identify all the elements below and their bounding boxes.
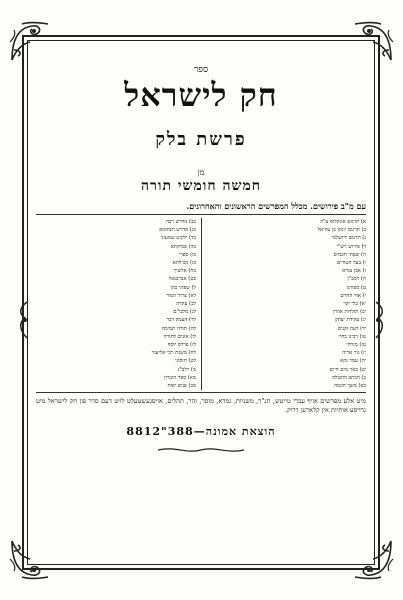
footer-note: מיט אלע מפרשים אויף עברי טייטש, תנ"ך, משניות, גמרא, מוסר, זהר, תהלים, אויסגעשטעלט לויט דעם סדר פון חק לישראל מיט גרויסע אותיות אין קלארען דרוק. — [36, 397, 366, 415]
publisher-line: הוצאת אמונה—388"8812 — [126, 425, 276, 439]
sefer-label: ספר — [193, 65, 209, 75]
commentary-entry: לג) מלבי"ם — [173, 309, 196, 316]
commentary-entry: טז) מזרחי — [346, 342, 366, 349]
commentary-entry: ב) תרגום יונתן בן עוזיאל — [317, 227, 366, 234]
commentaries-column-right — [206, 218, 366, 390]
commentaries-subtitle: עם מ"ב פירושים. מכלל המפרשים הראשונים והאחרונים. — [186, 201, 366, 211]
commentary-entry: יב) תולדות אהרן — [332, 309, 366, 316]
title-page-content — [36, 52, 366, 459]
commentary-entry: יח) עמר נקא — [340, 358, 366, 365]
commentary-entry: י) אור החיים — [340, 292, 366, 299]
parashah-title: פרשת בלק — [155, 129, 247, 150]
commentary-entry: יג) עקידת יצחק — [334, 317, 366, 324]
book-title: חק לישראל — [124, 76, 278, 114]
commentary-entry: ט) ספורנו — [346, 284, 366, 291]
commentary-entry: ד) פירוש רש"י — [336, 243, 366, 250]
commentaries-column-left — [36, 218, 196, 390]
commentary-entry: כה) פסיקתא — [170, 243, 196, 250]
commentary-entry: כו) ספרי — [178, 251, 196, 258]
flourish-icon — [36, 440, 366, 459]
commentary-entry: לב) עקדה — [176, 301, 196, 308]
commentary-entry: יא) כלי יקר — [343, 301, 366, 308]
side-ornament-icon — [372, 300, 388, 340]
commentary-entry: לו) אזנים לתורה — [163, 333, 196, 340]
commentary-entry: מא) ספר הזכרון — [164, 374, 196, 381]
commentary-entry: יט) באר מים חיים — [329, 366, 366, 373]
commentary-entry: ג) תרגום ירושלמי — [331, 235, 366, 242]
commentary-entry: ח) רמב"ן — [347, 276, 366, 283]
commentary-entry: ו) בעל הטורים — [336, 260, 366, 267]
commentary-entry: טו) רבינו בחיי — [338, 333, 366, 340]
commentary-entry: כב) מדרש רבה — [165, 219, 196, 225]
commentary-entry: כג) מדרש תנחומא — [159, 227, 196, 234]
commentary-entry: כט) אברבנאל — [168, 276, 196, 283]
column-divider — [201, 218, 202, 390]
commentary-entry: יז) גור אריה — [342, 350, 366, 357]
commentary-entry: כז) מכילתא — [172, 260, 196, 267]
commentary-entry: כד) ילקוט שמעוני — [160, 235, 196, 242]
commentary-entry: כ) הכתב והקבלה — [331, 374, 366, 381]
chumash-title: חמשה חומשי תורה — [140, 178, 262, 194]
commentary-entry: לד) העמק דבר — [166, 317, 196, 324]
commentary-entry: לה) תורה תמימה — [161, 325, 196, 332]
commentary-entry: ה) שפתי חכמים — [333, 251, 366, 258]
side-ornament-icon — [15, 300, 31, 340]
commentary-entry: לא) צרור המור — [166, 292, 196, 299]
corner-ornament-icon — [351, 537, 395, 581]
commentary-entry: מב) פנים יפות — [167, 383, 196, 390]
commentary-entry: יד) דעת זקנים — [337, 325, 366, 332]
commentary-entry: לט) חזקוני — [175, 358, 196, 365]
commentary-entry: לז) פרדס יוסף — [167, 342, 196, 349]
publisher-block — [36, 425, 366, 459]
commentary-entry: א) תרגום אונקלוס ע"ה — [320, 219, 366, 225]
commentary-entry: כח) אלשיך — [173, 268, 196, 275]
min-label: מן — [197, 168, 205, 177]
commentary-entry: ל) שפתי כהן — [170, 284, 196, 291]
commentary-entry: מ) רלב"ג — [177, 366, 196, 373]
commentary-entry: כא) משך חכמה — [334, 383, 366, 390]
corner-ornament-icon — [8, 537, 52, 581]
commentary-entry: ז) אבן עזרא — [342, 268, 366, 275]
commentary-entry: לח) משנת רבי אליעזר — [151, 350, 196, 357]
commentaries-list — [36, 214, 366, 393]
